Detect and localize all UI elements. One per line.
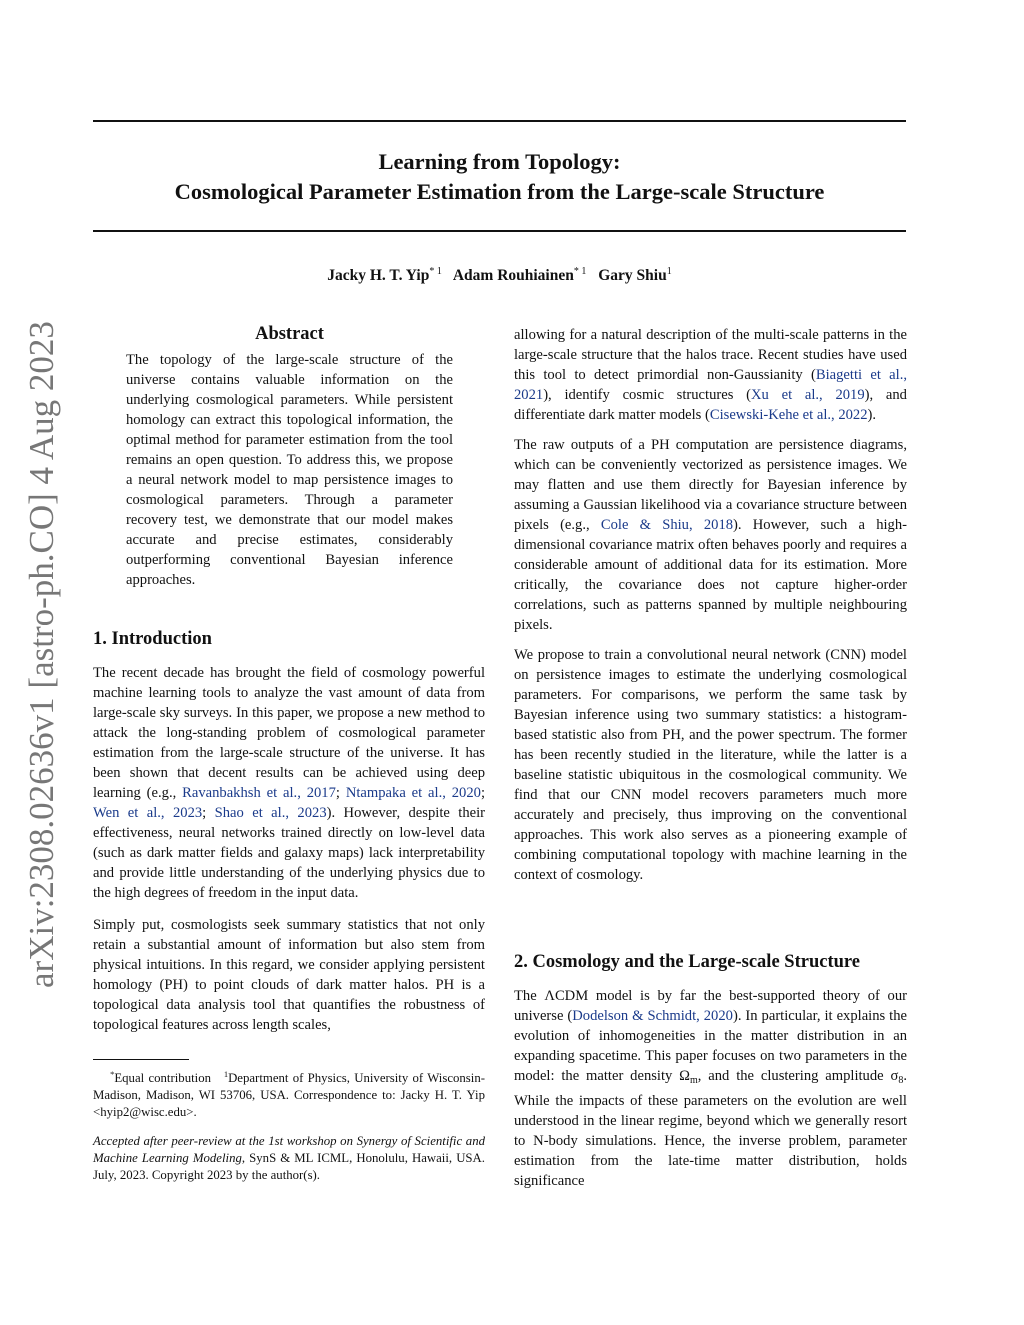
intro-paragraph-2: Simply put, cosmologists seek summary statistics that not only retain a substantial amount of information but also stem from physical intuitions. In this regard, we consider applying persistent homology (PH) to point clouds of dark matter halos. PH is a topological data analysis tool that quantifies the robustness of topological features across length scales, [93,917,485,1033]
citation-link[interactable]: Biagetti et al., 2021 [514,367,907,403]
section-2-body [514,986,907,1191]
author-affiliation-mark: 1 [666,266,672,277]
author-affiliation-mark: * 1 [573,266,587,277]
citation-link[interactable]: Ravanbakhsh et al., 2017 [182,785,336,801]
paper-title-line-1: Learning from Topology: [378,149,621,174]
citation-link[interactable]: Dodelson & Schmidt, 2020 [572,1008,733,1024]
right-paragraph-3: We propose to train a convolutional neural network (CNN) model on persistence images to estimate the underlying cosmological parameters. For comparisons, we perform the same task by Bayesian inference using two summary statistics: a histogram-based statistic also from PH, and the power spectrum. The former has been recently studied in the literature, while the latter is a baseline statistic ubiquitous in the cosmological community. We find that our CNN model recovers parameters much more accurately and precisely, thus improving on the conventional approaches. This work also serves as a pioneering example of combining computational topology with machine learning in the context of cosmology. [514,647,907,883]
citation-link[interactable]: Cole & Shiu, 2018 [600,517,734,533]
citation-link[interactable]: Cisewski-Kehe et al., 2022 [709,407,868,423]
abstract-heading: Abstract [255,324,324,344]
right-paragraph-2: The raw outputs of a PH computation are persistence diagrams, which can be conveniently vectorized as persistence images. We may flatten and use them directly for Bayesian inference by assuming a Gaussian likelihood via a covariance structure between pixels (e.g., Cole & Shiu, 2018). However, such a high-dimensional covariance matrix often behaves poorly and requires a considerable amount of additional data for its estimation. More critically, the covariance does not capture higher-order correlations, such as patterns spanned by multiple neighbouring pixels. [514,437,907,633]
abstract [126,322,453,590]
footnote-accepted: Accepted after peer-review at the 1st workshop on Synergy of Scientific and Machine Learning Modeling, SynS & ML ICML, Honolulu, Hawaii, USA. July, 2023. Copyright 2023 by the author(s). [93,1134,485,1182]
section-2-paragraph: The ΛCDM model is by far the best-supported theory of our universe (Dodelson & Schmidt, 2020). In particular, it explains the evolution of inhomogeneities in the matter distribution in an expanding spacetime. This paper focuses on two parameters in the model: the matter density $\Omega_m$, and the clustering amplitude $\sigma_8$. While the impacts of these parameters on the evolution are well understood in the linear regime, beyond which we generally resort to N-body simulations. Hence, the inverse problem, parameter estimation from the late-time matter distribution, holds significance [514,988,907,1189]
author-name: Gary Shiu [598,267,667,284]
author-affiliation-mark: * 1 [429,266,442,277]
paper-title-line-2: Cosmological Parameter Estimation from the Large-scale Structure [174,179,825,204]
author-name: Adam Rouhiainen [452,267,574,284]
author-list [93,266,906,285]
abstract-text: The topology of the large-scale structure of the universe contains valuable information on the underlying cosmological parameters. While persistent homology can extract this topological information, the optimal method for parameter estimation from the tool remains an open question. To address this, we propose a neural network model to map persistence images to cosmological parameters. Through a parameter recovery test, we demonstrate that our model makes accurate and precise estimates, considerably outperforming conventional Bayesian inference approaches. [126,352,453,588]
right-paragraph-1: allowing for a natural description of the multi-scale patterns in the large-scale structure that the halos trace. Recent studies have used this tool to detect primordial non-Gaussianity (Biagetti et al., 2021), identify cosmic structures (Xu et al., 2019), and differentiate dark matter models (Cisewski-Kehe et al., 2022). [514,327,907,423]
left-column-body [93,663,485,1035]
author-name: Jacky H. T. Yip [327,267,430,284]
title-top-rule [93,120,906,122]
citation-link[interactable]: Ntampaka et al., 2020 [345,785,481,801]
citation-link[interactable]: Wen et al., 2023 [93,805,203,821]
section-heading-cosmology: 2. Cosmology and the Large-scale Structure [514,952,860,972]
intro-paragraph-1: The recent decade has brought the field of cosmology powerful machine learning tools to analyze the vast amount of data from large-scale sky surveys. In this paper, we propose a new method to attack the long-standing problem of cosmological parameter estimation from the large-scale structure of the universe. It has been shown that decent results can be achieved using deep learning (e.g., Ravanbakhsh et al., 2017; Ntampaka et al., 2020; Wen et al., 2023; Shao et al., 2023). However, despite their effectiveness, neural networks trained directly on low-level data (such as dark matter fields and galaxy maps) lack interpretability and provide little understanding of the underlying physics due to the high degrees of freedom in the input data. [93,665,486,901]
section-heading-introduction: 1. Introduction [93,629,212,649]
title-bottom-rule [93,230,906,232]
footnote-rule [93,1059,189,1060]
footnote-affiliation: *Equal contribution $^1$Department of Physics, University of Wisconsin-Madison, Madison, WI 53706, USA. Correspondence to: Jacky H. T. Yip <hyip2@wisc.edu>. [93,1069,485,1119]
arxiv-identifier: arXiv:2308.02636v1 [astro-ph.CO] 4 Aug 2023 [22,321,61,988]
right-column-body [514,325,907,885]
citation-link[interactable]: Shao et al., 2023 [214,805,327,821]
citation-link[interactable]: Xu et al., 2019 [751,387,865,403]
